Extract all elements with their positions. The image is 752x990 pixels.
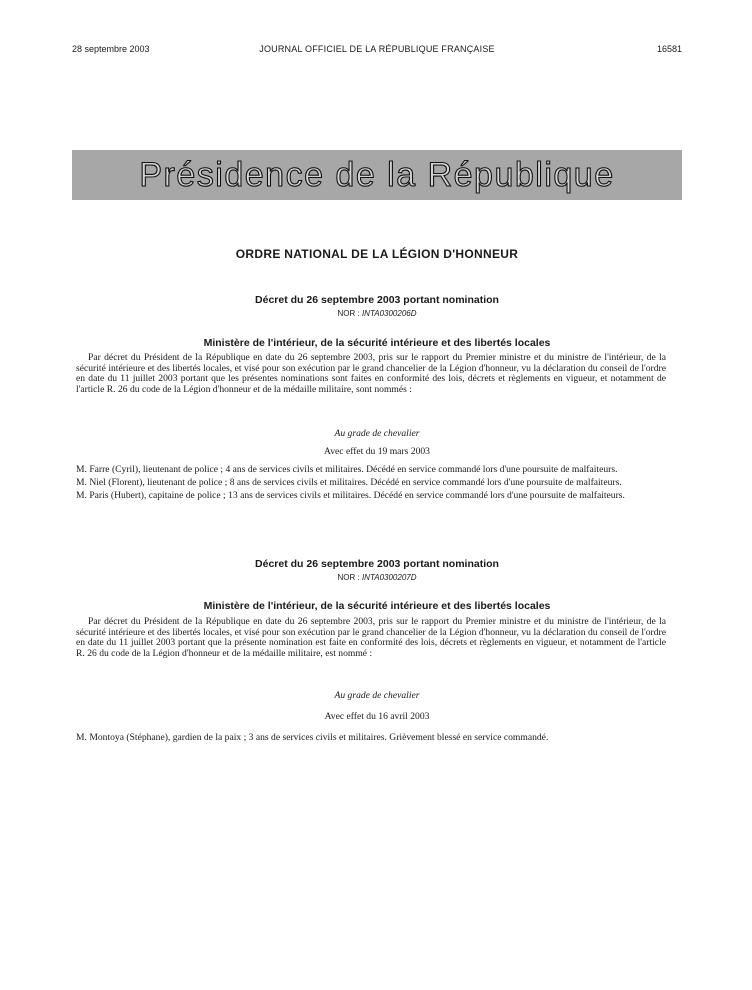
decree-1-nor-label: NOR : xyxy=(337,309,360,318)
appointee-entry: M. Paris (Hubert), capitaine de police ; 13 ans de services civils et militaires. Décédé en service commandé lors d'une poursuite de malfaiteurs. xyxy=(76,490,625,502)
order-title: ORDRE NATIONAL DE LA LÉGION D'HONNEUR xyxy=(235,247,519,261)
page-number: 16581 xyxy=(656,44,682,54)
decree-1-grade: Au grade de chevalier xyxy=(334,428,420,439)
journal-title: JOURNAL OFFICIEL DE LA RÉPUBLIQUE FRANÇAISE xyxy=(259,44,495,54)
decree-1-title: Décret du 26 septembre 2003 portant nomination xyxy=(255,294,499,306)
decree-2-nor-code: INTA0300207D xyxy=(361,573,417,582)
decree-2-ministry: Ministère de l'intérieur, de la sécurité intérieure et des libertés locales xyxy=(203,600,551,612)
decree-1-effect-date: Avec effet du 19 mars 2003 xyxy=(324,446,430,457)
decree-1-preamble: Par décret du Président de la République en date du 26 septembre 2003, pris sur le rapport du Premier ministre et du ministre de l'intérieur, de la sécurité intérieure et des libertés locales, et visé pour son exécution par le grand chancelier de la Légion d'honneur, vu la déclaration du conseil de l'ordre en date du 11 juillet 2003 portant que les présentes nominations sont faites en conformité des lois, décrets et règlements en vigueur, et notamment de l'article R. 26 du code de la Légion d'honneur et de la médaille militaire, sont nommés : xyxy=(76,352,666,395)
section-banner xyxy=(72,150,682,200)
header-date: 28 septembre 2003 xyxy=(72,44,150,54)
decree-1-nor xyxy=(72,309,682,318)
decree-1-nor-code: INTA0300206D xyxy=(361,309,417,318)
decree-1-ministry: Ministère de l'intérieur, de la sécurité intérieure et des libertés locales xyxy=(203,337,551,349)
decree-2-appointee-list xyxy=(76,733,666,746)
running-header xyxy=(72,44,682,58)
appointee-entry: M. Farre (Cyril), lieutenant de police ; 4 ans de services civils et militaires. Décédé en service commandé lors d'une poursuite de malfaiteurs. xyxy=(76,464,618,475)
appointee-entry: M. Montoya (Stéphane), gardien de la paix ; 3 ans de services civils et militaires. Grièvement blessé en service commandé. xyxy=(76,732,549,743)
appointee-entry: M. Niel (Florent), lieutenant de police ; 8 ans de services civils et militaires. Décédé en service commandé lors d'une poursuite de malfaiteurs. xyxy=(76,477,622,489)
decree-2-nor-label: NOR : xyxy=(337,573,360,582)
decree-2-effect-date: Avec effet du 16 avril 2003 xyxy=(324,711,430,722)
decree-2-title: Décret du 26 septembre 2003 portant nomination xyxy=(255,558,499,570)
decree-2-preamble: Par décret du Président de la République en date du 26 septembre 2003, pris sur le rapport du Premier ministre et du ministre de l'intérieur, de la sécurité intérieure et des libertés locales, et visé pour son exécution par le grand chancelier de la Légion d'honneur, vu la déclaration du conseil de l'ordre en date du 11 juillet 2003 portant que la présente nomination est faite en conformité des lois, décrets et règlements en vigueur, et notamment de l'article R. 26 du code de la Légion d'honneur et de la médaille militaire, est nommé : xyxy=(76,616,666,659)
decree-2-nor xyxy=(72,573,682,582)
decree-2-grade: Au grade de chevalier xyxy=(334,690,420,701)
section-banner-title: Présidence de la République xyxy=(139,156,615,194)
decree-1-appointee-list xyxy=(76,465,666,505)
